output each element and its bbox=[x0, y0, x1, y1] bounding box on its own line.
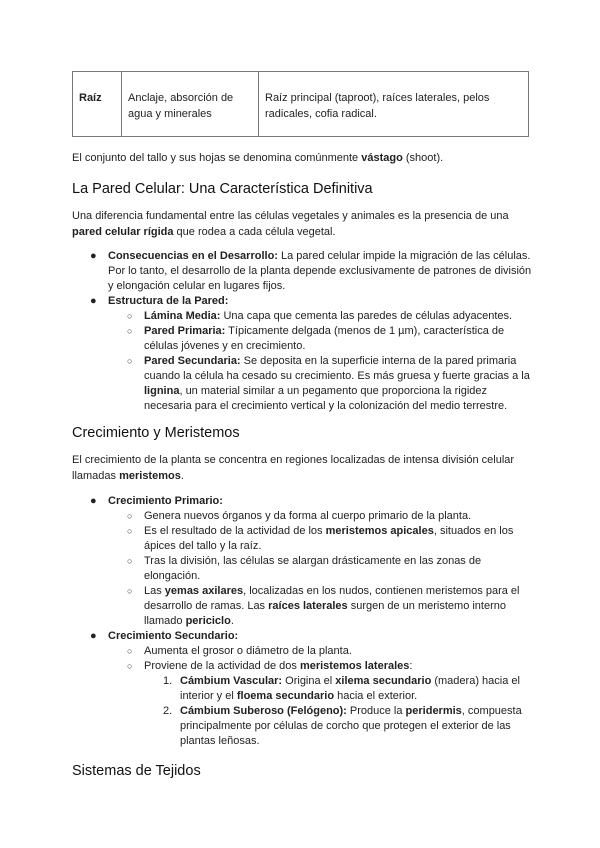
list-number: 1. bbox=[163, 675, 173, 687]
bullet-icon: ● bbox=[90, 295, 97, 307]
cell-wall-intro: Una diferencia fundamental entre las células vegetales y animales es la presencia de una pared celular rígida que rodea a cada célula vegetal. bbox=[72, 210, 509, 238]
circle-bullet-icon: ○ bbox=[127, 646, 133, 656]
circle-bullet-icon: ○ bbox=[127, 556, 133, 566]
list-item: ○ Aumenta el grosor o diámetro de la planta. bbox=[127, 645, 352, 657]
shoot-note: El conjunto del tallo y sus hojas se denomina comúnmente vástago (shoot). bbox=[72, 152, 444, 164]
list-item: ○ Lámina Media: Una capa que cementa las paredes de células adyacentes. bbox=[127, 310, 513, 322]
cell-wall-list bbox=[72, 249, 532, 414]
list-item: ○ Genera nuevos órganos y da forma al cuerpo primario de la planta. bbox=[127, 510, 472, 522]
list-number: 2. bbox=[163, 705, 173, 717]
list-item: ● Estructura de la Pared: bbox=[90, 295, 229, 307]
list-item: 1. Cámbium Vascular: Origina el xilema secundario (madera) hacia el interior y el floema secundario hacia el exterior. bbox=[163, 675, 520, 702]
circle-bullet-icon: ○ bbox=[127, 586, 133, 596]
list-item: ○ Es el resultado de la actividad de los meristemos apicales, situados en los ápices del tallo y la raíz. bbox=[127, 525, 514, 552]
circle-bullet-icon: ○ bbox=[127, 326, 133, 336]
table-cell-organ: Raíz bbox=[73, 72, 122, 137]
organ-table bbox=[72, 71, 529, 137]
list-item: ● Crecimiento Secundario: bbox=[90, 630, 239, 642]
section-heading-cell-wall: La Pared Celular: Una Característica Definitiva bbox=[72, 181, 373, 197]
bullet-icon: ● bbox=[90, 250, 97, 262]
section-heading-meristems: Crecimiento y Meristemos bbox=[72, 425, 240, 441]
growth-list bbox=[72, 494, 532, 749]
bullet-icon: ● bbox=[90, 630, 97, 642]
list-item: ○ Pared Secundaria: Se deposita en la superficie interna de la pared primaria cuando la célula ha cesado su crecimiento. Es más gruesa y fuerte gracias a la lignina, un material similar a un pegamento que proporciona la rigidez necesaria para el crecimiento vertical y la colonización del medio terrestre. bbox=[127, 355, 530, 412]
list-item: ● Consecuencias en el Desarrollo: La pared celular impide la migración de las células. Por lo tanto, el desarrollo de la planta depende exclusivamente de patrones de división y elongación celular en lugares fijos. bbox=[90, 250, 532, 292]
bullet-icon: ● bbox=[90, 495, 97, 507]
list-item: ○ Proviene de la actividad de dos meristemos laterales: bbox=[127, 660, 413, 672]
section-heading-tissue-systems: Sistemas de Tejidos bbox=[72, 763, 201, 779]
circle-bullet-icon: ○ bbox=[127, 661, 133, 671]
circle-bullet-icon: ○ bbox=[127, 356, 133, 366]
circle-bullet-icon: ○ bbox=[127, 311, 133, 321]
circle-bullet-icon: ○ bbox=[127, 526, 133, 536]
list-item: ● Crecimiento Primario: bbox=[90, 495, 223, 507]
list-item: 2. Cámbium Suberoso (Felógeno): Produce la peridermis, compuesta principalmente por células de corcho que protegen el exterior de las plantas leñosas. bbox=[163, 705, 522, 747]
list-item: ○ Tras la división, las células se alargan drásticamente en las zonas de elongación. bbox=[127, 555, 482, 582]
list-item: ○ Las yemas axilares, localizadas en los nudos, contienen meristemos para el desarrollo de ramas. Las raíces laterales surgen de un meristemo interno llamado periciclo. bbox=[127, 585, 520, 627]
table-row bbox=[73, 72, 529, 137]
circle-bullet-icon: ○ bbox=[127, 511, 133, 521]
table-cell-function: Anclaje, absorción de agua y minerales bbox=[122, 72, 259, 137]
meristems-intro: El crecimiento de la planta se concentra en regiones localizadas de intensa división celular llamadas meristemos. bbox=[72, 454, 515, 482]
list-item: ○ Pared Primaria: Típicamente delgada (menos de 1 µm), característica de células jóvenes y en crecimiento. bbox=[127, 325, 505, 352]
table-cell-examples: Raíz principal (taproot), raíces laterales, pelos radicales, cofia radical. bbox=[259, 72, 529, 137]
